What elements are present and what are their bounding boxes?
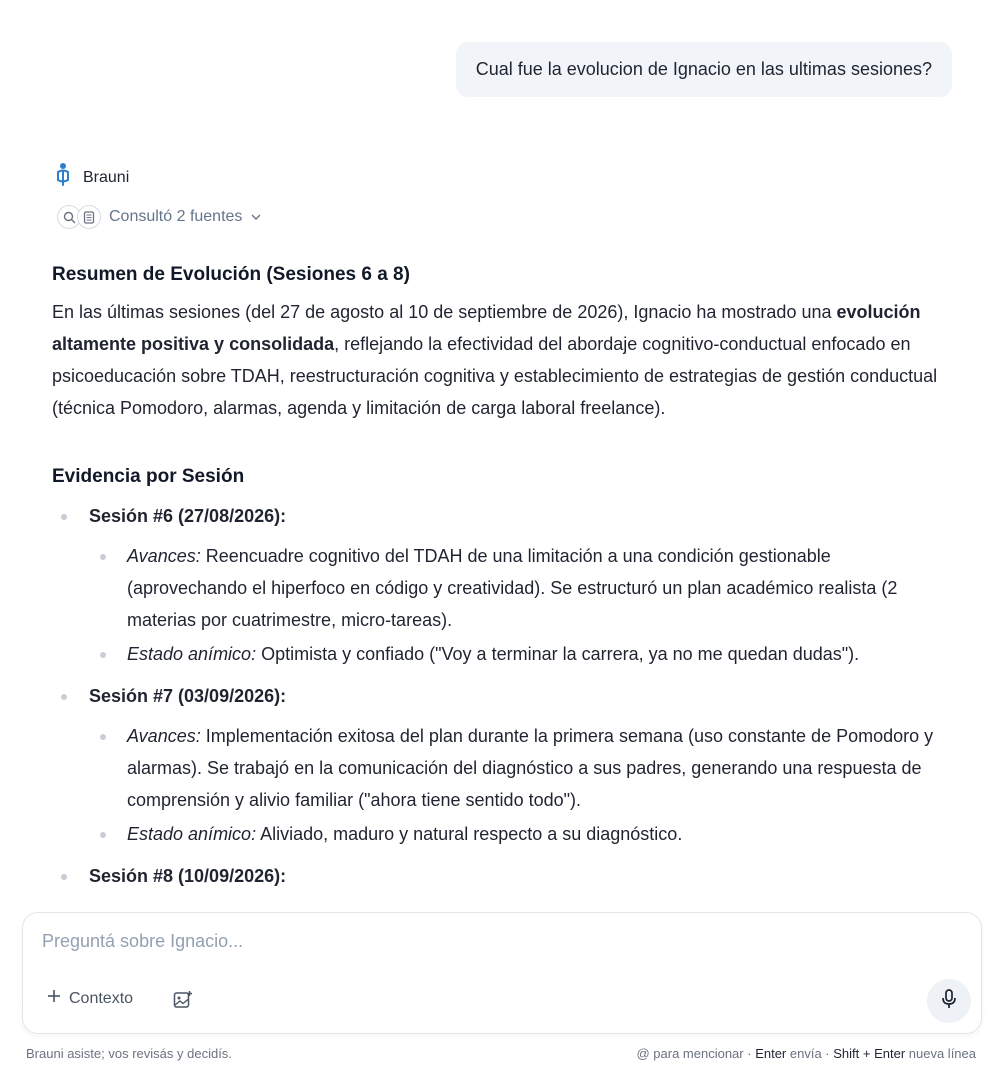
session-estado: Estado anímico: Optimista y confiado ("Voy a terminar la carrera, ya no me quedan dudas"). <box>52 638 952 670</box>
user-message-bubble <box>456 42 952 97</box>
assistant-header <box>53 162 129 193</box>
microphone-button[interactable] <box>927 979 971 1023</box>
session-title: Sesión #8 (10/09/2026): <box>52 860 952 892</box>
user-message-text: Cual fue la evolucion de Ignacio en las ultimas sesiones? <box>475 59 932 79</box>
session-estado: Estado anímico: Aliviado, maduro y natural respecto a su diagnóstico. <box>52 818 952 850</box>
session-item-6 <box>52 500 952 670</box>
session-details <box>52 720 952 850</box>
microphone-icon <box>941 989 957 1014</box>
source-icons <box>57 205 101 229</box>
sources-toggle[interactable] <box>57 205 262 229</box>
session-item-8 <box>52 860 952 892</box>
assistant-response <box>52 262 952 904</box>
session-item-7 <box>52 680 952 850</box>
brauni-person-icon <box>53 162 73 193</box>
session-avances: Avances: Reencuadre cognitivo del TDAH de una limitación a una condición gestionable (aprovechando el hiperfoco en código y creatividad). Se estructuró un plan académico realista (2 materias por cuatrimestre, micro-tareas). <box>52 540 952 636</box>
add-image-button[interactable] <box>173 990 193 1015</box>
message-input[interactable] <box>42 931 942 952</box>
add-context-button[interactable] <box>47 989 133 1008</box>
response-intro-paragraph: En las últimas sesiones (del 27 de agosto al 10 de septiembre de 2026), Ignacio ha mostrado una evolución altamente positiva y consolidada, reflejando la efectividad del abordaje cognitivo-conductual enfocado en psicoeducación sobre TDAH, reestructuración cognitiva y establecimiento de estrategias de gestión conductual (técnica Pomodoro, alarmas, agenda y limitación de carga laboral freelance). <box>52 302 938 418</box>
response-heading-summary: Resumen de Evolución (Sesiones 6 a 8) <box>52 264 410 285</box>
footer-disclaimer: Brauni asiste; vos revisás y decidís. <box>26 1046 232 1061</box>
context-label: Contexto <box>69 989 134 1007</box>
intro-bold-text: evolución altamente positiva y consolidada <box>52 302 921 354</box>
session-details <box>52 540 952 670</box>
document-icon <box>77 205 101 229</box>
assistant-name: Brauni <box>83 168 130 186</box>
image-plus-icon <box>173 997 193 1014</box>
response-heading-evidence: Evidencia por Sesión <box>52 466 245 487</box>
session-title: Sesión #7 (03/09/2026): <box>52 680 952 712</box>
session-title: Sesión #6 (27/08/2026): <box>52 500 952 532</box>
sources-label: Consultó 2 fuentes <box>109 208 243 225</box>
plus-icon <box>47 989 61 1008</box>
session-avances: Avances: Implementación exitosa del plan durante la primera semana (uso constante de Pomodoro y alarmas). Se trabajó en la comunicación del diagnóstico a sus padres, generando una respuesta de comprensión y alivio familiar ("ahora tiene sentido todo"). <box>52 720 952 816</box>
message-composer <box>22 912 982 1034</box>
footer-shortcuts: @ para mencionar · Enter envía · Shift + Enter nueva línea <box>636 1046 976 1061</box>
chevron-down-icon <box>250 208 262 226</box>
